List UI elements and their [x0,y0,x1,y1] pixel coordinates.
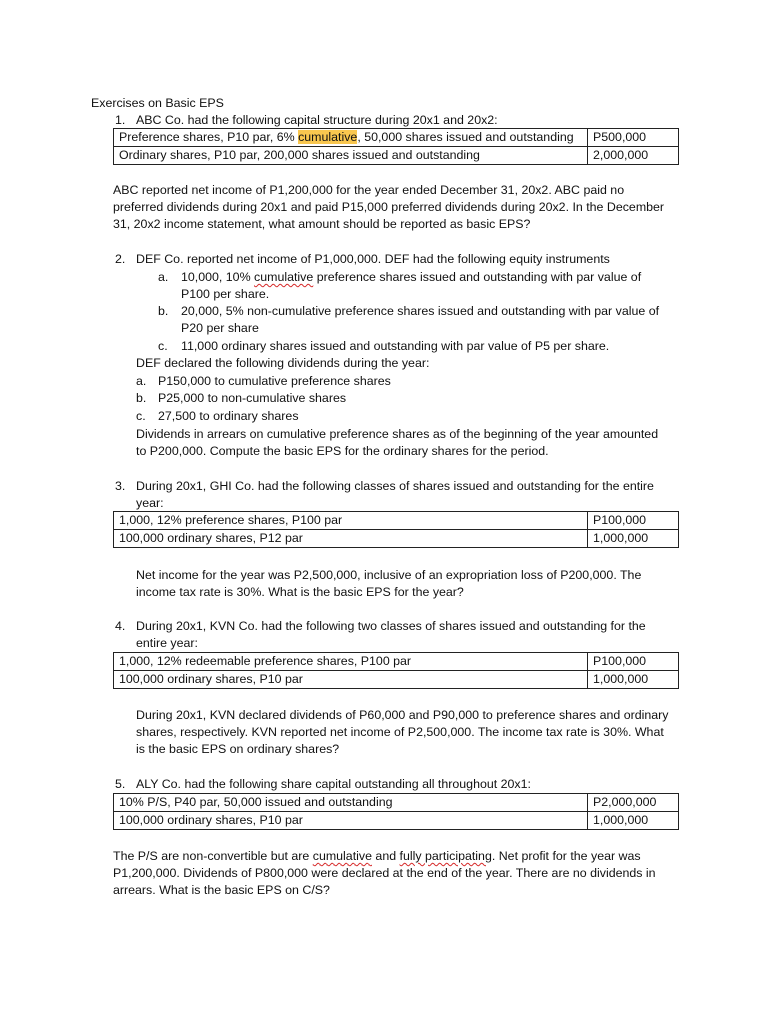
ex1-question-line2: preferred dividends during 20x1 and paid P15,000 preferred dividends during 20x2. In the December [113,200,665,214]
ex1-row1-text-end: , 50,000 shares issued and outstanding [357,130,574,144]
table-row [114,530,679,548]
spellcheck-word: cumulative [312,849,372,863]
ex3-question-line1: Net income for the year was P2,500,000, inclusive of an expropriation loss of P200,000. The [136,568,642,582]
table-row [114,129,679,147]
ex1-capital-table [113,128,679,165]
ex2-number: 2. [115,252,126,266]
ex2-declared: DEF declared the following dividends during the year: [136,356,430,370]
ex2-dividend-c-letter: c. [136,409,146,423]
ex3-shares-table [113,511,679,548]
ex2-item-b: 20,000, 5% non-cumulative preference shares issued and outstanding with par value of [181,304,660,318]
ex2-item-b-line2: P20 per share [181,321,259,335]
ex5-question-line2: P1,200,000. Dividends of P800,000 were declared at the end of the year. There are no dividends in [113,866,656,880]
ex5-number: 5. [115,777,126,791]
ex3-question-line2: income tax rate is 30%. What is the basic EPS for the year? [136,585,464,599]
ex2-item-c: 11,000 ordinary shares issued and outstanding with par value of P5 per share. [181,339,610,353]
ex2-item-a-text-end: preference shares issued and outstanding with par value of [313,270,642,284]
ex4-question-line1: During 20x1, KVN declared dividends of P60,000 and P90,000 to preference shares and ordinary [136,708,669,722]
table-row [114,147,679,165]
ex2-arrears-line2: to P200,000. Compute the basic EPS for the ordinary shares for the period. [136,444,549,458]
ex2-intro: DEF Co. reported net income of P1,000,000. DEF had the following equity instruments [136,252,610,266]
ex1-number: 1. [115,113,126,127]
table-row [114,671,679,689]
ex2-dividend-b-letter: b. [136,391,147,405]
table-cell: 10% P/S, P40 par, 50,000 issued and outstanding [114,794,588,812]
ex5-question-text-mid: and [371,849,400,863]
spellcheck-phrase: fully participating [399,849,492,863]
table-cell: P100,000 [588,653,679,671]
ex4-question-line3: is the basic EPS on ordinary shares? [136,742,340,756]
ex3-intro-line1: During 20x1, GHI Co. had the following classes of shares issued and outstanding for the entire [136,479,654,493]
ex2-item-a-letter: a. [158,270,169,284]
ex1-question-line1: ABC reported net income of P1,200,000 for the year ended December 31, 20x2. ABC paid no [113,183,625,197]
table-row [114,653,679,671]
ex5-share-capital-table [113,793,679,830]
ex4-number: 4. [115,619,126,633]
ex3-intro-line2: year: [136,496,164,510]
ex5-intro: ALY Co. had the following share capital outstanding all throughout 20x1: [136,777,531,791]
ex5-question-text: The P/S are non-convertible but are [113,849,313,863]
ex2-item-a-line2: P100 per share. [181,287,270,301]
ex3-number: 3. [115,479,126,493]
table-cell: 1,000,000 [588,671,679,689]
ex2-item-a [181,269,641,286]
highlighted-word: cumulative [298,130,358,144]
ex4-shares-table [113,652,679,689]
ex2-dividend-a: P150,000 to cumulative preference shares [158,374,391,388]
ex2-dividend-a-letter: a. [136,374,147,388]
table-cell: 1,000, 12% redeemable preference shares, P100 par [114,653,588,671]
ex4-question-line2: shares, respectively. KVN reported net income of P2,500,000. The income tax rate is 30%. What [136,725,664,739]
ex5-question-text-end: . Net profit for the year was [491,849,641,863]
ex1-question-line3: 31, 20x2 income statement, what amount should be reported as basic EPS? [113,217,531,231]
table-cell: 2,000,000 [588,147,679,165]
table-cell [114,129,588,147]
ex2-item-b-letter: b. [158,304,169,318]
ex5-question-line3: arrears. What is the basic EPS on C/S? [113,883,330,897]
table-cell: 1,000, 12% preference shares, P100 par [114,512,588,530]
table-row [114,512,679,530]
table-cell: 1,000,000 [588,812,679,830]
table-cell: 100,000 ordinary shares, P12 par [114,530,588,548]
ex2-item-a-text: 10,000, 10% [181,270,255,284]
spellcheck-word: cumulative [254,270,314,284]
table-cell: 100,000 ordinary shares, P10 par [114,812,588,830]
table-row [114,794,679,812]
table-row [114,812,679,830]
table-cell: 1,000,000 [588,530,679,548]
ex5-question-line1 [113,848,641,865]
ex2-arrears-line1: Dividends in arrears on cumulative preference shares as of the beginning of the year amounted [136,427,659,441]
ex2-dividend-c: 27,500 to ordinary shares [158,409,299,423]
table-cell: P500,000 [588,129,679,147]
ex2-dividend-b: P25,000 to non-cumulative shares [158,391,347,405]
ex4-intro-line1: During 20x1, KVN Co. had the following two classes of shares issued and outstanding for the [136,619,646,633]
ex4-intro-line2: entire year: [136,636,198,650]
ex1-row1-text: Preference shares, P10 par, 6% [119,130,299,144]
ex2-item-c-letter: c. [158,339,168,353]
table-cell: 100,000 ordinary shares, P10 par [114,671,588,689]
ex1-intro: ABC Co. had the following capital structure during 20x1 and 20x2: [136,113,498,127]
table-cell: Ordinary shares, P10 par, 200,000 shares issued and outstanding [114,147,588,165]
table-cell: P100,000 [588,512,679,530]
document-title: Exercises on Basic EPS [91,96,224,110]
table-cell: P2,000,000 [588,794,679,812]
